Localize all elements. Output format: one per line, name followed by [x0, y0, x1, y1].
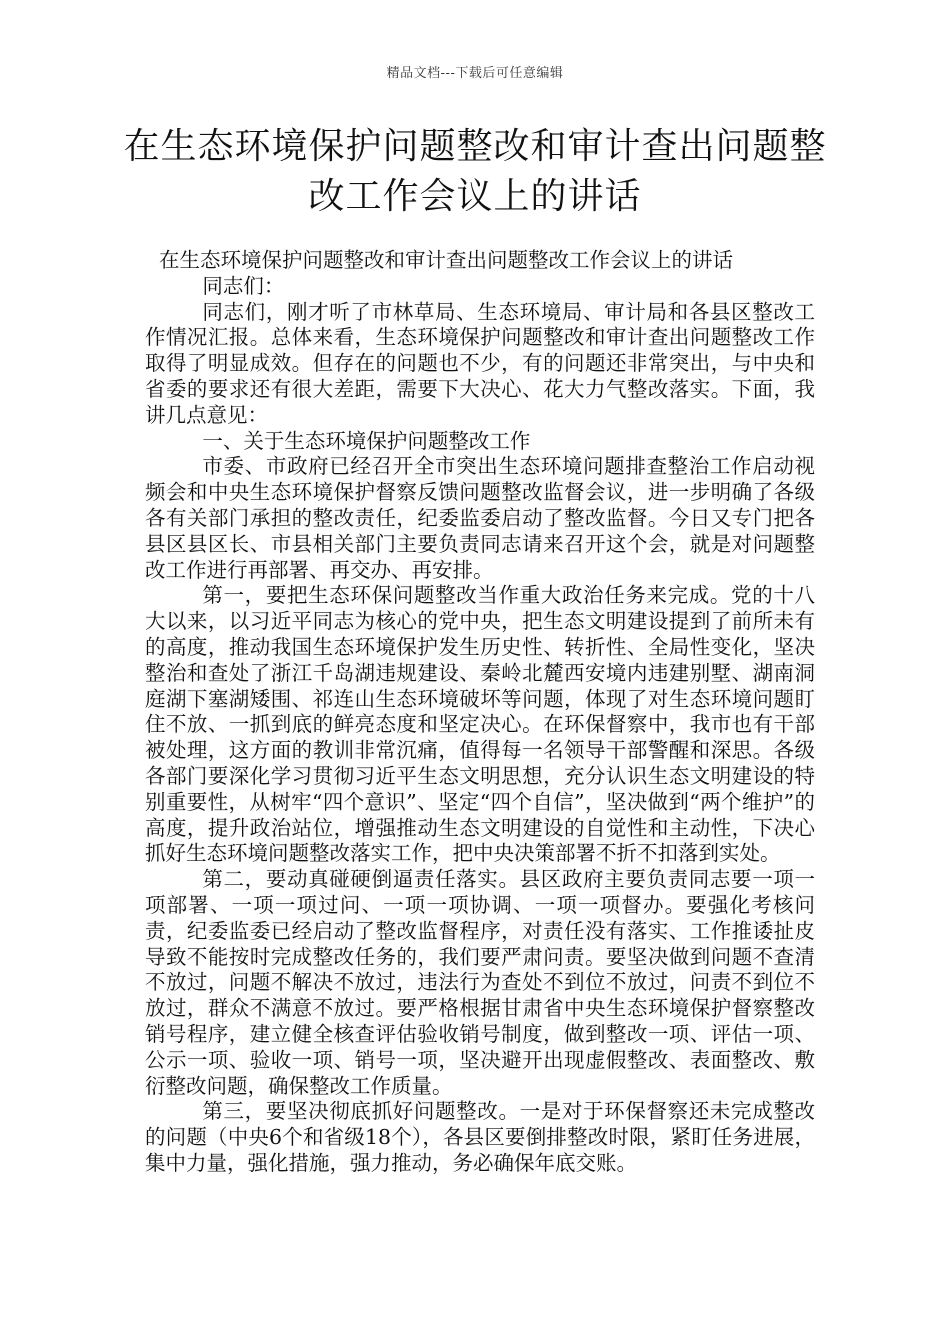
- salutation: 同志们：: [202, 273, 285, 298]
- section-heading: 一、关于生态环境保护问题整改工作: [202, 428, 531, 453]
- document-title: 在生态环境保护问题整改和审计查出问题整改工作会议上的讲话: [123, 126, 827, 217]
- paragraph: 市委、市政府已经召开全市突出生态环境问题排查整治工作启动视频会和中央生态环境保护督察反馈问题整改监督会议，进一步明确了各级各有关部门承担的整改责任，纪委监委启动了整改监督。今日又专门把各县区县区长、市县相关部门主要负责同志请来召开这个会，就是对问题整改工作进行再部署、再交办、再安排。: [145, 454, 815, 582]
- header-note: 精品文档---下载后可任意编辑: [386, 66, 564, 81]
- paragraph: 第二，要动真碰硬倒逼责任落实。县区政府主要负责同志要一项一项部署、一项一项过问、一项一项协调、一项一项督办。要强化考核问责，纪委监委已经启动了整改监督程序，对责任没有落实、工作推诿扯皮导致不能按时完成整改任务的，我们要严肃问责。要坚决做到问题不查清不放过，问题不解决不放过，违法行为查处不到位不放过，问责不到位不放过，群众不满意不放过。要严格根据甘肃省中央生态环境保护督察整改销号程序，建立健全核查评估验收销号制度，做到整改一项、评估一项、公示一项、验收一项、销号一项，坚决避开出现虚假整改、表面整改、敷衍整改问题，确保整改工作质量。: [145, 867, 815, 1098]
- paragraph: 第三，要坚决彻底抓好问题整改。一是对于环保督察还未完成整改的问题（中央6个和省级18个），各县区要倒排整改时限，紧盯任务进展，集中力量，强化措施，强力推动，务必确保年底交账。: [145, 1099, 815, 1175]
- paragraph: 同志们，刚才听了市林草局、生态环境局、审计局和各县区整改工作情况汇报。总体来看，生态环境保护问题整改和审计查出问题整改工作取得了明显成效。但存在的问题也不少，有的问题还非常突出，与中央和省委的要求还有很大差距，需要下大决心、花大力气整改落实。下面，我讲几点意见：: [145, 299, 815, 427]
- paragraph: 第一，要把生态环保问题整改当作重大政治任务来完成。党的十八大以来，以习近平同志为核心的党中央，把生态文明建设提到了前所未有的高度，推动我国生态环境保护发生历史性、转折性、全局性变化，坚决整治和查处了浙江千岛湖违规建设、秦岭北麓西安境内违建别墅、湖南洞庭湖下塞湖矮围、祁连山生态环境破坏等问题，体现了对生态环境问题盯住不放、一抓到底的鲜亮态度和坚定决心。在环保督察中，我市也有干部被处理，这方面的教训非常沉痛，值得每一名领导干部警醒和深思。各级各部门要深化学习贯彻习近平生态文明思想，充分认识生态文明建设的特别重要性，从树牢“四个意识”、坚定“四个自信”，坚决做到“两个维护”的高度，提升政治站位，增强推动生态文明建设的自觉性和主动性，下决心抓好生态环境问题整改落实工作，把中央决策部署不折不扣落到实处。: [145, 583, 815, 866]
- document-subtitle: 在生态环境保护问题整改和审计查出问题整改工作会议上的讲话: [159, 248, 733, 272]
- document-body: [145, 248, 815, 1177]
